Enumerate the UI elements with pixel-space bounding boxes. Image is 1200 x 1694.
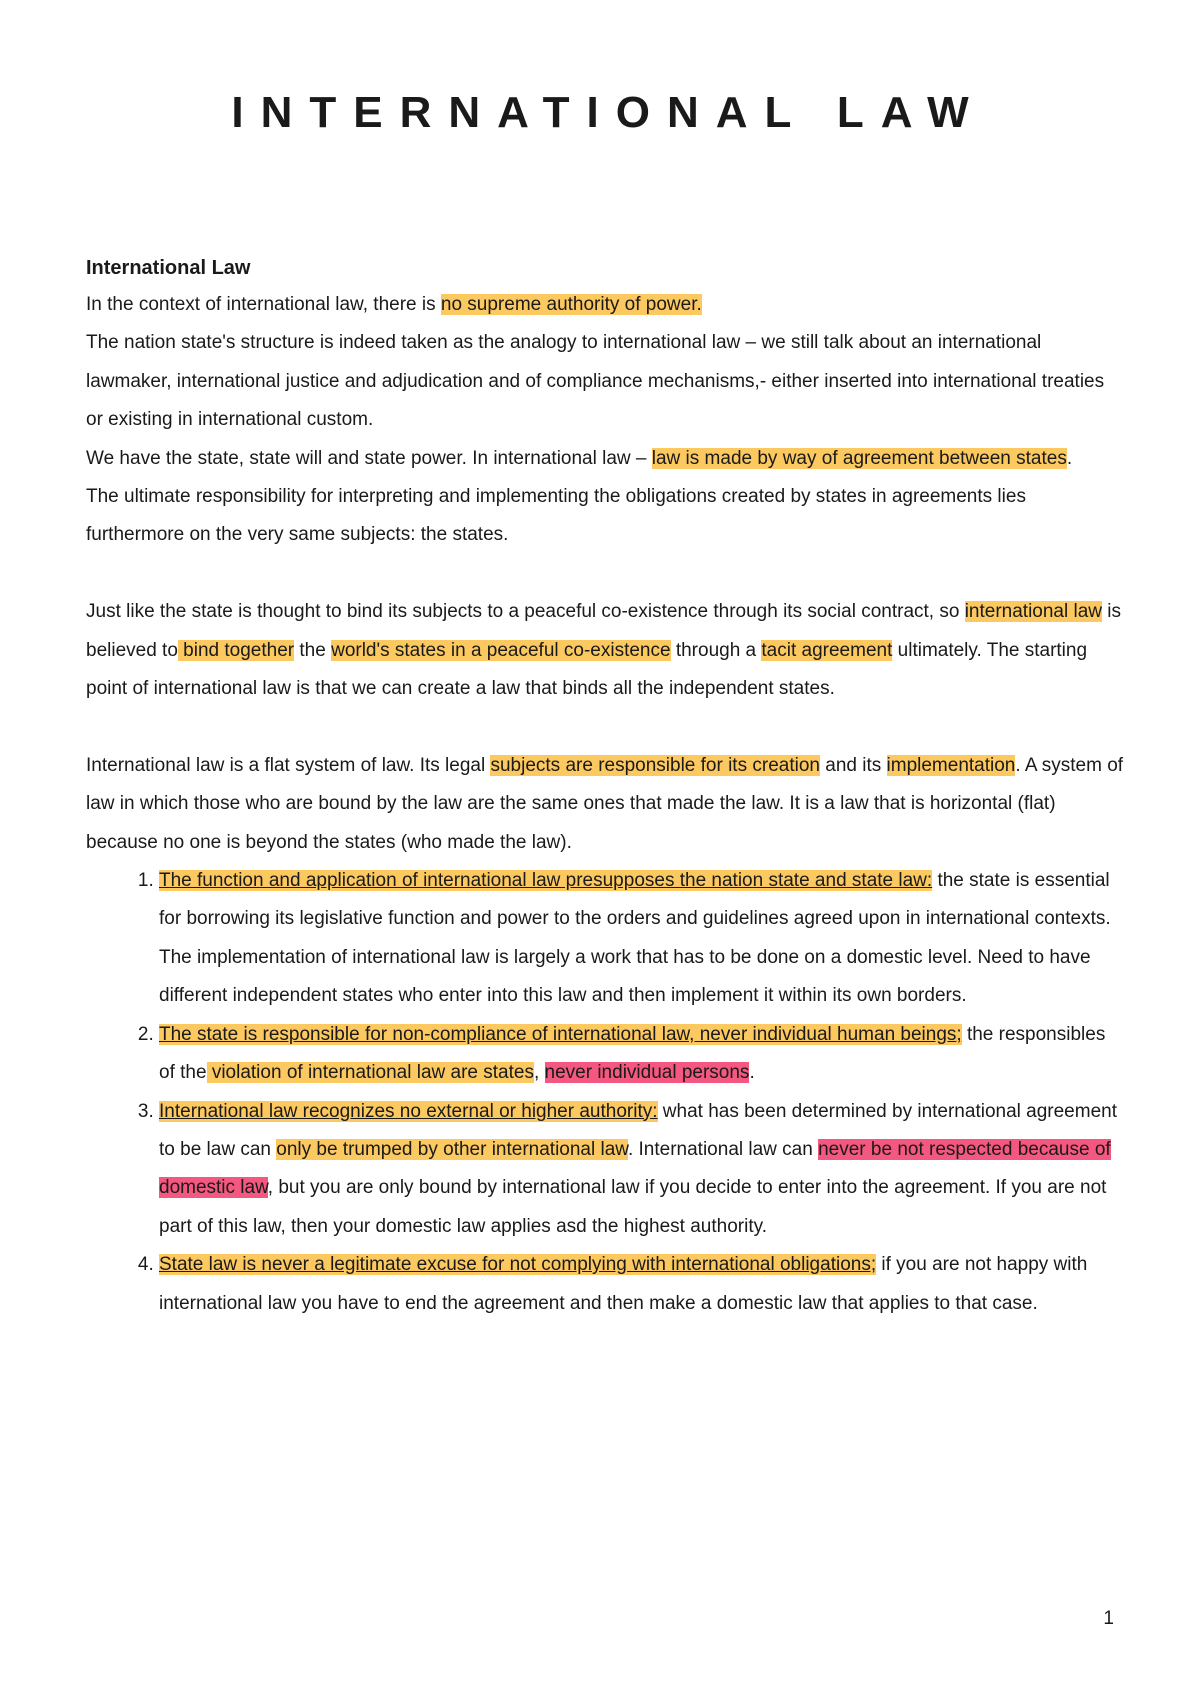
- paragraph-4: The ultimate responsibility for interpreting and implementing the obligations created by states in agreements lies furthermore on the very same subjects: the states.: [86, 486, 1026, 546]
- text-run: is believed to: [86, 601, 1122, 661]
- page-number: 1: [1103, 1608, 1114, 1629]
- paragraph-5: [86, 593, 1126, 708]
- section-heading: International Law: [86, 257, 251, 279]
- highlight: world's states in a peaceful co-existence: [331, 639, 671, 661]
- highlight: violation of international law are states: [206, 1062, 534, 1084]
- list-item: [159, 1093, 1126, 1247]
- text-run: ,: [533, 1062, 545, 1084]
- highlight: tacit agreement: [761, 639, 893, 661]
- highlight-underlined: State law is never a legitimate excuse for not complying with international obligations;: [159, 1254, 877, 1276]
- paragraph-2: The nation state's structure is indeed taken as the analogy to international law – we still talk about an international lawmaker, international justice and adjudication and of compliance mechanisms,- either inserted into international treaties or existing in international custom.: [86, 332, 1105, 431]
- text-run: the responsibles of the: [159, 1023, 1106, 1084]
- numbered-list: [86, 862, 1126, 1323]
- document-body: [86, 250, 1126, 1323]
- text-run: through a: [670, 639, 762, 661]
- highlight-pink: never individual persons: [544, 1062, 750, 1084]
- paragraph-3: [86, 440, 1126, 478]
- list-item: [159, 1016, 1126, 1093]
- text-run: In the context of international law, there is: [86, 294, 441, 315]
- text-run: the: [294, 639, 332, 661]
- highlight: only be trumped by other international law: [276, 1138, 628, 1160]
- list-item: [159, 862, 1126, 1016]
- text-run: if you are not happy with international law you have to end the agreement and then make a domestic law that applies to that case.: [159, 1254, 1088, 1314]
- highlight: implementation: [886, 754, 1016, 776]
- highlight-underlined: International law recognizes no external or higher authority:: [159, 1100, 658, 1122]
- text-run: International law is a flat system of law. Its legal: [86, 754, 491, 776]
- highlight: subjects are responsible for its creation: [490, 754, 820, 776]
- text-run: .: [749, 1062, 755, 1084]
- text-run: We have the state, state will and state power. In international law –: [86, 447, 652, 469]
- text-run: what has been determined by international agreement to be law can: [159, 1100, 1117, 1160]
- highlight-underlined: The state is responsible for non-compliance of international law, never individual human beings;: [159, 1023, 962, 1045]
- highlight: law is made by way of agreement between states: [651, 447, 1067, 469]
- text-run: . A system of law in which those who are bound by the law are the same ones that made the law. It is a law that is horizontal (flat) because no one is beyond the states (who made the law).: [86, 754, 1124, 853]
- paragraph-6: [86, 747, 1126, 862]
- highlight: international law: [964, 601, 1103, 623]
- text-run: the state is essential for borrowing its legislative function and power to the orders and guidelines agreed upon in international contexts. The implementation of international law is largely a work that has to be done on a domestic level. Need to have different independent states who enter into this law and then implement it within its own borders.: [159, 870, 1111, 1007]
- document-title: INTERNATIONAL LAW: [231, 88, 986, 137]
- text-run: . International law can: [627, 1138, 819, 1160]
- highlight: no supreme authority of power.: [440, 294, 702, 315]
- blank-line: [86, 555, 1126, 593]
- highlight-pink: never be not respected because of domestic law: [159, 1138, 1111, 1199]
- paragraph-1: [86, 286, 1126, 324]
- text-run: and its: [819, 754, 887, 776]
- highlight-underlined: The function and application of international law presupposes the nation state and state law:: [159, 870, 933, 892]
- blank-line: [86, 708, 1126, 746]
- text-run: Just like the state is thought to bind its subjects to a peaceful co-existence through its social contract, so: [86, 601, 965, 623]
- text-run: ultimately. The starting point of international law is that we can create a law that binds all the independent states.: [86, 639, 1088, 700]
- text-run: .: [1066, 447, 1073, 469]
- list-item: [159, 1246, 1126, 1323]
- text-run: , but you are only bound by international law if you decide to enter into the agreement. If you are not part of this law, then your domestic law applies asd the highest authority.: [159, 1177, 1107, 1237]
- highlight: bind together: [177, 639, 295, 661]
